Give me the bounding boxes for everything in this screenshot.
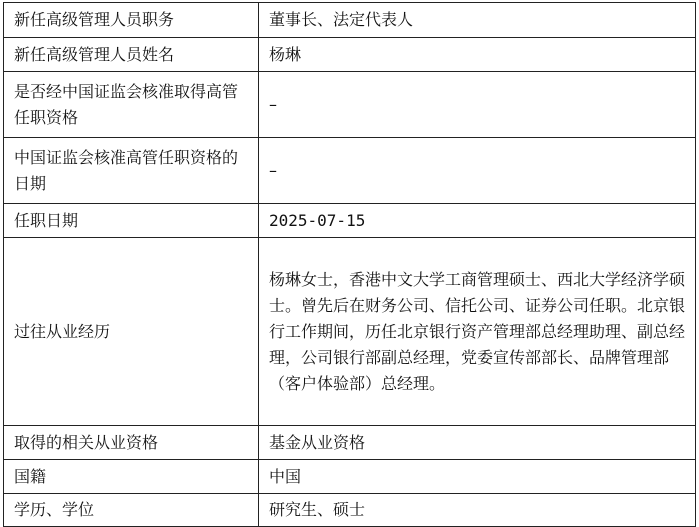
row-value-work-history: 杨琳女士，香港中文大学工商管理硕士、西北大学经济学硕士。曾先后在财务公司、信托公司、证券公司任职。北京银行工作期间，历任北京银行资产管理部总经理助理、副总经理，公司银行部副总经理，党委宣传部部长、品牌管理部（客户体验部）总经理。	[259, 238, 696, 426]
table-row	[4, 238, 696, 426]
row-value-position: 董事长、法定代表人	[259, 3, 696, 38]
table-row	[4, 426, 696, 460]
row-value-nationality: 中国	[259, 460, 696, 494]
row-label-position: 新任高级管理人员职务	[4, 3, 259, 38]
row-value-certification: 基金从业资格	[259, 426, 696, 460]
row-label-name: 新任高级管理人员姓名	[4, 38, 259, 72]
row-label-certification: 取得的相关从业资格	[4, 426, 259, 460]
row-value-name: 杨琳	[259, 38, 696, 72]
table-row	[4, 204, 696, 238]
table-row	[4, 460, 696, 494]
table-row	[4, 138, 696, 204]
table-row	[4, 38, 696, 72]
row-label-nationality: 国籍	[4, 460, 259, 494]
row-label-education: 学历、学位	[4, 494, 259, 527]
table-row	[4, 494, 696, 527]
row-label-qualification-approved: 是否经中国证监会核准取得高管任职资格	[4, 72, 259, 138]
table-row	[4, 72, 696, 138]
row-value-qualification-approved: –	[259, 72, 696, 138]
row-value-approval-date: –	[259, 138, 696, 204]
row-value-education: 研究生、硕士	[259, 494, 696, 527]
table-row	[4, 3, 696, 38]
row-value-start-date: 2025-07-15	[259, 204, 696, 238]
row-label-start-date: 任职日期	[4, 204, 259, 238]
row-label-approval-date: 中国证监会核准高管任职资格的日期	[4, 138, 259, 204]
manager-info-table	[3, 2, 696, 527]
row-label-work-history: 过往从业经历	[4, 238, 259, 426]
